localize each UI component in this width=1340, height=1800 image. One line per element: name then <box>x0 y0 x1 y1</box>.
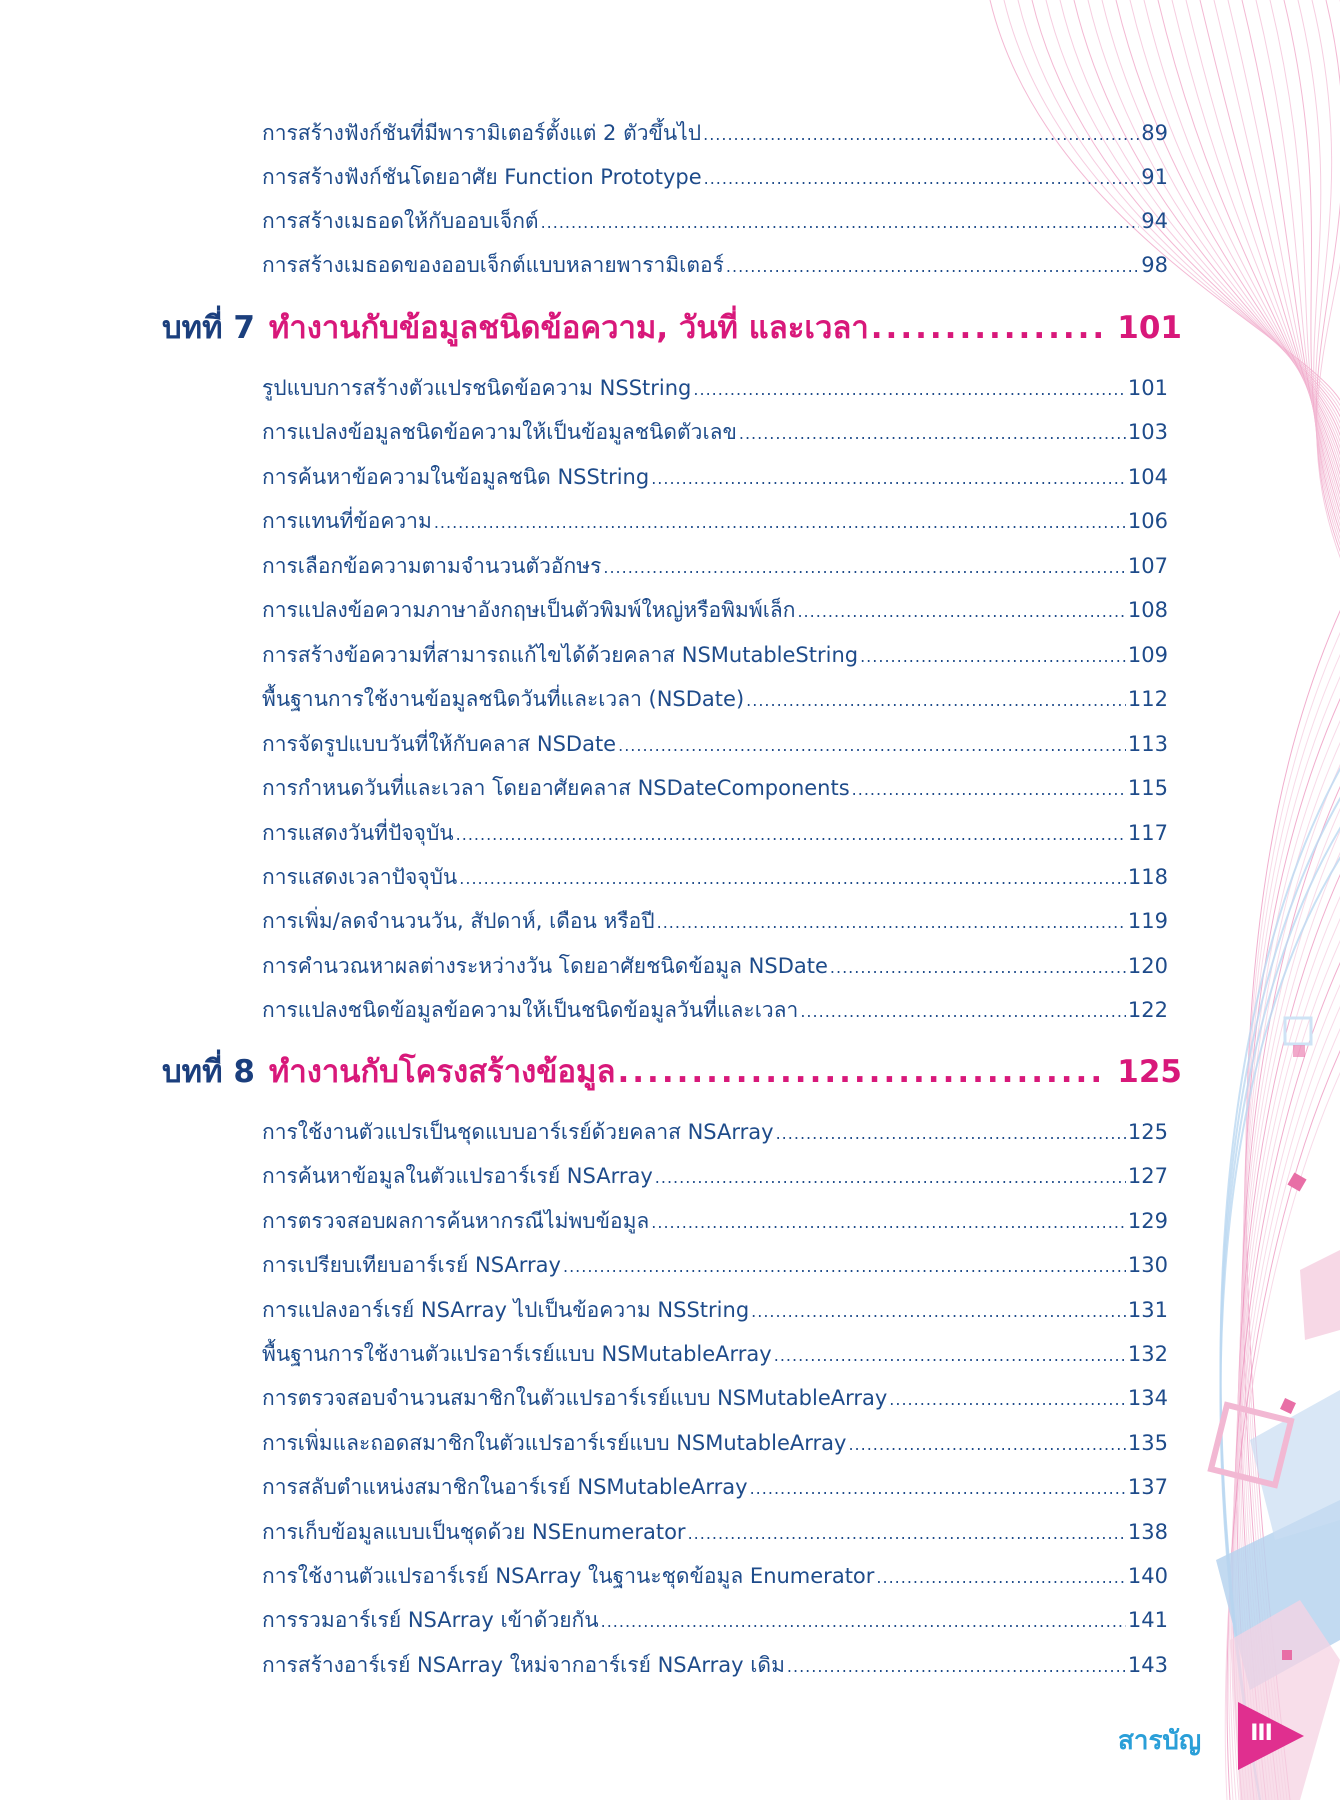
toc-entry[interactable] <box>262 1247 1168 1283</box>
toc-entry-page: 138 <box>1127 1520 1168 1544</box>
dot-leader <box>563 1249 1126 1285</box>
toc-entry[interactable] <box>262 1602 1168 1638</box>
toc-entry[interactable] <box>262 903 1168 939</box>
toc-entry[interactable] <box>262 1558 1168 1594</box>
toc-entry[interactable] <box>262 948 1168 984</box>
toc-entry-title: การสร้างเมธอดของออบเจ็กต์แบบหลายพารามิเตอร์ <box>262 253 724 277</box>
toc-entry[interactable] <box>262 115 1168 151</box>
toc-entry-page: 91 <box>1141 165 1168 189</box>
dot-leader <box>617 1047 1107 1097</box>
toc-entry[interactable] <box>262 247 1168 283</box>
toc-entry[interactable] <box>262 1425 1168 1461</box>
toc-entry-title: การเพิ่มและถอดสมาชิกในตัวแปรอาร์เรย์แบบ NSMutableArray <box>262 1431 847 1455</box>
toc-entry-page: 98 <box>1141 253 1168 277</box>
dot-leader <box>830 950 1126 986</box>
toc-entry-title: การแปลงข้อมูลชนิดข้อความให้เป็นข้อมูลชนิดตัวเลข <box>262 420 737 444</box>
toc-entry-page: 131 <box>1127 1298 1168 1322</box>
dot-leader <box>541 205 1140 241</box>
dot-leader <box>852 772 1126 808</box>
toc-entry[interactable] <box>262 859 1168 895</box>
toc-entry-page: 125 <box>1127 1120 1168 1144</box>
toc-entry-title: การแปลงข้อความภาษาอังกฤษเป็นตัวพิมพ์ใหญ่หรือพิมพ์เล็ก <box>262 598 796 622</box>
toc-entry-title: รูปแบบการสร้างตัวแปรชนิดข้อความ NSString <box>262 376 692 400</box>
toc-entry-page: 115 <box>1127 776 1168 800</box>
dot-leader <box>651 1205 1126 1241</box>
dot-leader <box>703 117 1139 153</box>
toc-entry-page: 119 <box>1127 909 1168 933</box>
dot-leader <box>739 416 1126 452</box>
toc-entry-title: การตรวจสอบผลการค้นหากรณีไม่พบข้อมูล <box>262 1209 650 1233</box>
toc-entry[interactable] <box>262 726 1168 762</box>
section-label: สารบัญ <box>1118 1726 1202 1756</box>
toc-entry-title: การสร้างฟังก์ชันที่มีพารามิเตอร์ตั้งแต่ 2 ตัวขึ้นไป <box>262 121 702 145</box>
chapter-title: ทำงานกับข้อมูลชนิดข้อความ, วันที่ และเวลา <box>268 310 869 346</box>
toc-entry-title: การรวมอาร์เรย์ NSArray เข้าด้วยกัน <box>262 1608 599 1632</box>
page-number: III <box>1250 1721 1272 1746</box>
toc-entry-title: การเพิ่ม/ลดจำนวนวัน, สัปดาห์, เดือน หรือปี <box>262 909 655 933</box>
toc-entry-title: การเปรียบเทียบอาร์เรย์ NSArray <box>262 1253 561 1277</box>
toc-entry[interactable] <box>262 1469 1168 1505</box>
toc-entry[interactable] <box>262 370 1168 406</box>
toc-entry[interactable] <box>262 1158 1168 1194</box>
dot-leader <box>601 1604 1126 1640</box>
toc-entry[interactable] <box>262 1114 1168 1150</box>
chapter-heading[interactable] <box>162 303 1182 353</box>
toc-entry-page: 104 <box>1127 465 1168 489</box>
dot-leader <box>726 249 1139 285</box>
toc-entry[interactable] <box>262 815 1168 851</box>
dot-leader <box>774 1338 1126 1374</box>
toc-entry-title: การแปลงอาร์เรย์ NSArray ไปเป็นข้อความ NSString <box>262 1298 750 1322</box>
dot-leader <box>797 594 1125 630</box>
dot-leader <box>693 372 1126 408</box>
toc-entry-page: 112 <box>1127 687 1168 711</box>
toc-entry[interactable] <box>262 770 1168 806</box>
toc-entry-page: 94 <box>1141 209 1168 233</box>
chapter-page: 101 <box>1117 310 1182 346</box>
toc-entry-page: 137 <box>1127 1475 1168 1499</box>
toc-entry[interactable] <box>262 1514 1168 1550</box>
toc-entry-page: 117 <box>1127 821 1168 845</box>
toc-entry[interactable] <box>262 681 1168 717</box>
toc-entry-page: 120 <box>1127 954 1168 978</box>
dot-leader <box>618 728 1126 764</box>
dot-leader <box>750 1471 1126 1507</box>
toc-entry-page: 101 <box>1127 376 1168 400</box>
toc-entry-title: การเลือกข้อความตามจำนวนตัวอักษร <box>262 554 602 578</box>
toc-entry-title: การคำนวณหาผลต่างระหว่างวัน โดยอาศัยชนิดข้อมูล NSDate <box>262 954 828 978</box>
dot-leader <box>456 817 1126 853</box>
toc-entry-page: 132 <box>1127 1342 1168 1366</box>
toc-entry-page: 140 <box>1127 1564 1168 1588</box>
toc-entry[interactable] <box>262 1203 1168 1239</box>
toc-entry-title: การค้นหาข้อมูลในตัวแปรอาร์เรย์ NSArray <box>262 1164 653 1188</box>
dot-leader <box>860 639 1126 675</box>
dot-leader <box>871 303 1108 353</box>
toc-entry-title: การใช้งานตัวแปรเป็นชุดแบบอาร์เรย์ด้วยคลาส NSArray <box>262 1120 774 1144</box>
toc-entry-title: การแปลงชนิดข้อมูลข้อความให้เป็นชนิดข้อมูลวันที่และเวลา <box>262 998 799 1022</box>
toc-entry-title: การสร้างข้อความที่สามารถแก้ไขได้ด้วยคลาส NSMutableString <box>262 643 859 667</box>
toc-entry-page: 103 <box>1127 420 1168 444</box>
dot-leader <box>876 1560 1126 1596</box>
dot-leader <box>800 994 1126 1030</box>
toc-entry-page: 113 <box>1127 732 1168 756</box>
toc-entry-page: 135 <box>1127 1431 1168 1455</box>
dot-leader <box>889 1382 1126 1418</box>
toc-entry-title: การสร้างฟังก์ชันโดยอาศัย Function Prototype <box>262 165 702 189</box>
toc-entry-page: 130 <box>1127 1253 1168 1277</box>
toc-entry-page: 143 <box>1127 1653 1168 1677</box>
toc-entry-title: การสร้างอาร์เรย์ NSArray ใหม่จากอาร์เรย์ NSArray เดิม <box>262 1653 785 1677</box>
dot-leader <box>651 461 1126 497</box>
toc-entry-title: การแทนที่ข้อความ <box>262 509 432 533</box>
toc-entry-page: 134 <box>1127 1386 1168 1410</box>
toc-entry-page: 141 <box>1127 1608 1168 1632</box>
toc-entry[interactable] <box>262 592 1168 628</box>
toc-entry-page: 109 <box>1127 643 1168 667</box>
dot-leader <box>848 1427 1125 1463</box>
dot-leader <box>655 1160 1126 1196</box>
toc-entry-page: 107 <box>1127 554 1168 578</box>
dot-leader <box>751 1294 1126 1330</box>
toc-entry[interactable] <box>262 203 1168 239</box>
toc-entry[interactable] <box>262 548 1168 584</box>
toc-entry-page: 118 <box>1127 865 1168 889</box>
toc-entry-title: พื้นฐานการใช้งานตัวแปรอาร์เรย์แบบ NSMutableArray <box>262 1342 772 1366</box>
dot-leader <box>459 861 1126 897</box>
toc-entry-title: การจัดรูปแบบวันที่ให้กับคลาส NSDate <box>262 732 617 756</box>
chapter-label: บทที่ 8 <box>162 1054 255 1090</box>
toc-entry-title: การสร้างเมธอดให้กับออบเจ็กต์ <box>262 209 539 233</box>
dot-leader <box>688 1516 1126 1552</box>
dot-leader <box>746 683 1126 719</box>
dot-leader <box>603 550 1126 586</box>
toc-entry[interactable] <box>262 637 1168 673</box>
dot-leader <box>704 161 1140 197</box>
dot-leader <box>657 905 1126 941</box>
toc-entry[interactable] <box>262 159 1168 195</box>
toc-entry-page: 106 <box>1127 509 1168 533</box>
toc-entry-page: 108 <box>1127 598 1168 622</box>
toc-entry-page: 127 <box>1127 1164 1168 1188</box>
toc-entry-title: การตรวจสอบจำนวนสมาชิกในตัวแปรอาร์เรย์แบบ NSMutableArray <box>262 1386 888 1410</box>
chapter-label: บทที่ 7 <box>162 310 255 346</box>
dot-leader <box>434 505 1126 541</box>
chapter-heading[interactable] <box>162 1047 1182 1097</box>
toc-entry[interactable] <box>262 414 1168 450</box>
toc-entry-page: 89 <box>1141 121 1168 145</box>
toc-entry[interactable] <box>262 503 1168 539</box>
dot-leader <box>787 1649 1126 1685</box>
toc-entry-title: การสลับตำแหน่งสมาชิกในอาร์เรย์ NSMutableArray <box>262 1475 748 1499</box>
toc-entry-title: การแสดงวันที่ปัจจุบัน <box>262 821 454 845</box>
toc-entry[interactable] <box>262 459 1168 495</box>
dot-leader <box>776 1116 1126 1152</box>
toc-entry-title: การกำหนดวันที่และเวลา โดยอาศัยคลาส NSDateComponents <box>262 776 850 800</box>
toc-entry-title: การค้นหาข้อความในข้อมูลชนิด NSString <box>262 465 650 489</box>
toc-entry-title: การเก็บข้อมูลแบบเป็นชุดด้วย NSEnumerator <box>262 1520 686 1544</box>
toc-entry-page: 122 <box>1127 998 1168 1022</box>
chapter-title: ทำงานกับโครงสร้างข้อมูล <box>268 1054 616 1090</box>
toc-entry-title: การใช้งานตัวแปรอาร์เรย์ NSArray ในฐานะชุดข้อมูล Enumerator <box>262 1564 875 1588</box>
toc-entry-title: การแสดงเวลาปัจจุบัน <box>262 865 458 889</box>
toc-entry[interactable] <box>262 1647 1168 1683</box>
chapter-page: 125 <box>1117 1054 1182 1090</box>
toc-entry-page: 129 <box>1127 1209 1168 1233</box>
toc-entry-title: พื้นฐานการใช้งานข้อมูลชนิดวันที่และเวลา (NSDate) <box>262 687 745 711</box>
toc-entry[interactable] <box>262 1380 1168 1416</box>
toc-entry[interactable] <box>262 1292 1168 1328</box>
toc-entry[interactable] <box>262 992 1168 1028</box>
toc-entry[interactable] <box>262 1336 1168 1372</box>
